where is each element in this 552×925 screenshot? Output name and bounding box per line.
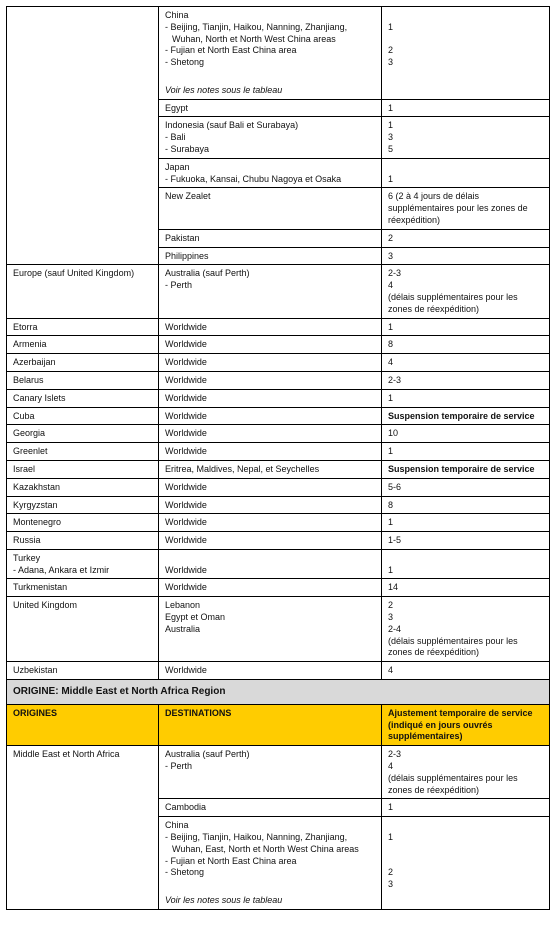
header-destinations: DESTINATIONS (159, 704, 382, 745)
adjustment-cell (382, 99, 550, 117)
origin-label: Kyrgyzstan (13, 499, 58, 510)
cell-line: Australia (sauf Perth) (165, 268, 250, 279)
adjustment-cell (382, 514, 550, 532)
origin-cell (7, 579, 159, 597)
cell-line: 2-4 (388, 623, 402, 634)
table-row (7, 532, 550, 550)
destination-cell (159, 99, 382, 117)
adjustment-cell (382, 407, 550, 425)
sub-item: - Beijing, Tianjin, Haikou, Nanning, Zhanjiang, Wuhan, North et North West China areas (165, 22, 375, 46)
spacer (388, 34, 543, 46)
adjustment-cell (382, 746, 550, 799)
destination-cell (159, 158, 382, 188)
cell-line: 2 (388, 600, 394, 611)
sub-item: - Shetong (165, 867, 375, 879)
cell-line: 3 (388, 250, 394, 261)
origin-cell (7, 532, 159, 550)
destination-cell (159, 799, 382, 817)
cell-line: Worldwide (165, 410, 207, 421)
cell-line: 3 (388, 57, 394, 68)
destination-cell (159, 746, 382, 799)
cell-line: China (165, 820, 189, 831)
table-row (7, 549, 550, 579)
cell-line: (délais supplémentaires pour les zones de réexpédition) (388, 772, 518, 795)
adjustment-cell (382, 496, 550, 514)
destination-cell (159, 443, 382, 461)
destination-cell (159, 407, 382, 425)
cell-line: 8 (388, 499, 394, 510)
spacer (165, 69, 375, 81)
destination-cell (159, 117, 382, 158)
origin-cell (7, 318, 159, 336)
sub-item: - Fujian et North East China area (165, 45, 375, 57)
destination-cell (159, 460, 382, 478)
cell-line: 8 (388, 339, 394, 350)
origin-label: Belarus (13, 374, 44, 385)
spacer (165, 553, 375, 565)
table-row (7, 318, 550, 336)
spacer (388, 162, 543, 174)
origin-label: Turkmenistan (13, 582, 68, 593)
origin-cell (7, 425, 159, 443)
adjustment-cell (382, 371, 550, 389)
header-adjustment: Ajustement temporaire de service (indiqué en jours ouvrés supplémentaires) (382, 704, 550, 745)
cell-line: (délais supplémentaires pour les zones de réexpédition) (388, 291, 518, 314)
cell-line: Worldwide (165, 499, 207, 510)
sub-item: - Surabaya (165, 144, 375, 156)
destination-cell (159, 662, 382, 680)
cell-line: 1 (388, 517, 394, 528)
origin-label: Uzbekistan (13, 665, 58, 676)
cell-line: 14 (388, 582, 399, 593)
cell-line: Pakistan (165, 232, 200, 243)
cell-line: 2-3 (388, 268, 402, 279)
adjustment-cell (382, 247, 550, 265)
cell-line: Egypt et Oman (165, 612, 226, 623)
service-adjustment-table (6, 6, 550, 910)
origin-label: Azerbaijan (13, 357, 56, 368)
destination-cell (159, 389, 382, 407)
cell-line: Lebanon (165, 600, 201, 611)
adjustment-cell (382, 336, 550, 354)
origin-cell (7, 460, 159, 478)
origin-cell (7, 549, 159, 579)
cell-line: Australia (sauf Perth) (165, 749, 250, 760)
origin-cell (7, 597, 159, 662)
sub-item: - Fukuoka, Kansai, Chubu Nagoya et Osaka (165, 174, 375, 186)
cell-line: Worldwide (165, 535, 207, 546)
origin-cell (7, 7, 159, 265)
origin-label: Greenlet (13, 446, 48, 457)
origin-label: Turkey (13, 552, 41, 563)
table-row (7, 389, 550, 407)
cell-line: Worldwide (165, 481, 207, 492)
cell-line: 1 (388, 102, 394, 113)
cell-line: 2 (388, 232, 394, 243)
cell-line: Worldwide (165, 428, 207, 439)
adjustment-cell (382, 229, 550, 247)
cell-line: Philippines (165, 250, 209, 261)
table-row (7, 662, 550, 680)
spacer (388, 856, 543, 868)
sub-item: - Shetong (165, 57, 375, 69)
cell-line: Worldwide (165, 446, 207, 457)
cell-line: 1-5 (388, 535, 402, 546)
origin-cell (7, 407, 159, 425)
spacer (388, 10, 543, 22)
table-row (7, 443, 550, 461)
cell-line: 1 (388, 392, 394, 403)
origin-cell (7, 478, 159, 496)
table-body-mena (7, 680, 550, 746)
adjustment-cell (382, 425, 550, 443)
destination-cell (159, 188, 382, 229)
table-row (7, 371, 550, 389)
origin-label: Middle East et North Africa (13, 749, 120, 760)
origin-cell (7, 496, 159, 514)
adjustment-cell (382, 460, 550, 478)
cell-line: Worldwide (165, 392, 207, 403)
cell-line: Worldwide (165, 321, 207, 332)
cell-line: 2 (388, 45, 394, 56)
cell-line: Worldwide (165, 357, 207, 368)
destination-cell (159, 318, 382, 336)
origin-cell (7, 443, 159, 461)
cell-line: 5-6 (388, 481, 402, 492)
sub-item: - Beijing, Tianjin, Haikou, Nanning, Zhanjiang, Wuhan, East, North et North West China areas (165, 832, 375, 856)
origin-cell (7, 514, 159, 532)
origin-cell (7, 662, 159, 680)
cell-line: Cambodia (165, 802, 207, 813)
table-note: Voir les notes sous le tableau (165, 84, 283, 95)
adjustment-cell (382, 318, 550, 336)
origin-label: Etorra (13, 321, 38, 332)
origin-cell (7, 354, 159, 372)
origin-label: Europe (sauf United Kingdom) (13, 268, 135, 279)
destination-cell (159, 371, 382, 389)
cell-line: 1 (388, 802, 394, 813)
cell-line: 5 (388, 143, 394, 154)
table-body-lower (7, 746, 550, 910)
cell-line: 1 (388, 173, 394, 184)
origin-sub-item: - Adana, Ankara et Izmir (13, 565, 152, 577)
origin-cell (7, 336, 159, 354)
section-band-row (7, 680, 550, 705)
section-title: ORIGINE: Middle East et North Africa Region (7, 680, 550, 705)
adjustment-cell (382, 478, 550, 496)
table-row (7, 496, 550, 514)
destination-cell (159, 579, 382, 597)
destination-cell (159, 354, 382, 372)
table-body-upper (7, 7, 550, 680)
cell-line: Worldwide (165, 582, 207, 593)
table-row (7, 597, 550, 662)
destination-cell (159, 478, 382, 496)
adjustment-cell (382, 117, 550, 158)
cell-line: 4 (388, 761, 394, 772)
table-row (7, 425, 550, 443)
cell-line: 2 (388, 867, 394, 878)
cell-line: 1 (388, 446, 394, 457)
cell-line: 3 (388, 612, 394, 623)
destination-cell (159, 336, 382, 354)
cell-line: 4 (388, 357, 394, 368)
origin-label: Georgia (13, 428, 46, 439)
destination-cell (159, 597, 382, 662)
adjustment-cell (382, 158, 550, 188)
adjustment-cell (382, 7, 550, 100)
cell-line: Worldwide (165, 564, 207, 575)
cell-line: Worldwide (165, 374, 207, 385)
adjustment-cell (382, 597, 550, 662)
table-note: Voir les notes sous le tableau (165, 895, 283, 906)
cell-line: 1 (388, 321, 394, 332)
cell-line: 2-3 (388, 749, 402, 760)
cell-line: Indonesia (sauf Bali et Surabaya) (165, 120, 299, 131)
sub-item: - Fujian et North East China area (165, 856, 375, 868)
sub-item: - Perth (165, 761, 375, 773)
destination-cell (159, 817, 382, 910)
origin-label: Russia (13, 535, 41, 546)
cell-line: Suspension temporaire de service (388, 463, 535, 474)
destination-cell (159, 532, 382, 550)
table-row (7, 478, 550, 496)
cell-line: Worldwide (165, 517, 207, 528)
origin-label: Cuba (13, 410, 35, 421)
adjustment-cell (382, 532, 550, 550)
cell-line: 3 (388, 879, 394, 890)
destination-cell (159, 496, 382, 514)
spacer (388, 820, 543, 832)
table-row (7, 746, 550, 799)
destination-cell (159, 549, 382, 579)
spacer (388, 844, 543, 856)
adjustment-cell (382, 354, 550, 372)
cell-line: Egypt (165, 102, 189, 113)
table-row (7, 354, 550, 372)
cell-line: 3 (388, 132, 394, 143)
table-row (7, 407, 550, 425)
sub-item: - Perth (165, 280, 375, 292)
table-row (7, 7, 550, 100)
adjustment-cell (382, 389, 550, 407)
adjustment-cell (382, 188, 550, 229)
cell-line: 1 (388, 564, 394, 575)
spacer (165, 879, 375, 891)
cell-line: 4 (388, 280, 394, 291)
destination-cell (159, 247, 382, 265)
table-row (7, 579, 550, 597)
origin-cell (7, 371, 159, 389)
cell-line: Eritrea, Maldives, Nepal, et Seychelles (165, 463, 320, 474)
cell-line: 6 (2 à 4 jours de délais supplémentaires pour les zones de réexpédition) (388, 191, 528, 225)
cell-line: 2-3 (388, 374, 402, 385)
cell-line: New Zealet (165, 191, 211, 202)
adjustment-cell (382, 662, 550, 680)
header-origins: ORIGINES (7, 704, 159, 745)
cell-line: Suspension temporaire de service (388, 410, 535, 421)
origin-label: Kazakhstan (13, 481, 61, 492)
destination-cell (159, 425, 382, 443)
cell-line: 1 (388, 21, 394, 32)
cell-line: 4 (388, 665, 394, 676)
cell-line: China (165, 10, 189, 20)
spacer (388, 553, 543, 565)
header-row (7, 704, 550, 745)
cell-line: Australia (165, 623, 201, 634)
destination-cell (159, 229, 382, 247)
origin-cell (7, 265, 159, 318)
adjustment-cell (382, 443, 550, 461)
table-row (7, 460, 550, 478)
adjustment-cell (382, 817, 550, 910)
cell-line: 10 (388, 428, 399, 439)
adjustment-cell (382, 579, 550, 597)
destination-cell (159, 7, 382, 100)
origin-label: Armenia (13, 339, 47, 350)
origin-cell (7, 746, 159, 910)
table-row (7, 336, 550, 354)
adjustment-cell (382, 265, 550, 318)
adjustment-cell (382, 799, 550, 817)
table-row (7, 265, 550, 318)
destination-cell (159, 265, 382, 318)
origin-cell (7, 389, 159, 407)
table-row (7, 514, 550, 532)
cell-line: 1 (388, 120, 394, 131)
destination-cell (159, 514, 382, 532)
origin-label: Canary Islets (13, 392, 66, 403)
origin-label: Montenegro (13, 517, 62, 528)
cell-line: 1 (388, 832, 394, 843)
cell-line: (délais supplémentaires pour les zones de réexpédition) (388, 635, 518, 658)
cell-line: Worldwide (165, 339, 207, 350)
adjustment-cell (382, 549, 550, 579)
cell-line: Worldwide (165, 665, 207, 676)
origin-label: United Kingdom (13, 600, 78, 611)
sub-item: - Bali (165, 132, 375, 144)
origin-label: Israel (13, 463, 36, 474)
cell-line: Japan (165, 161, 190, 172)
